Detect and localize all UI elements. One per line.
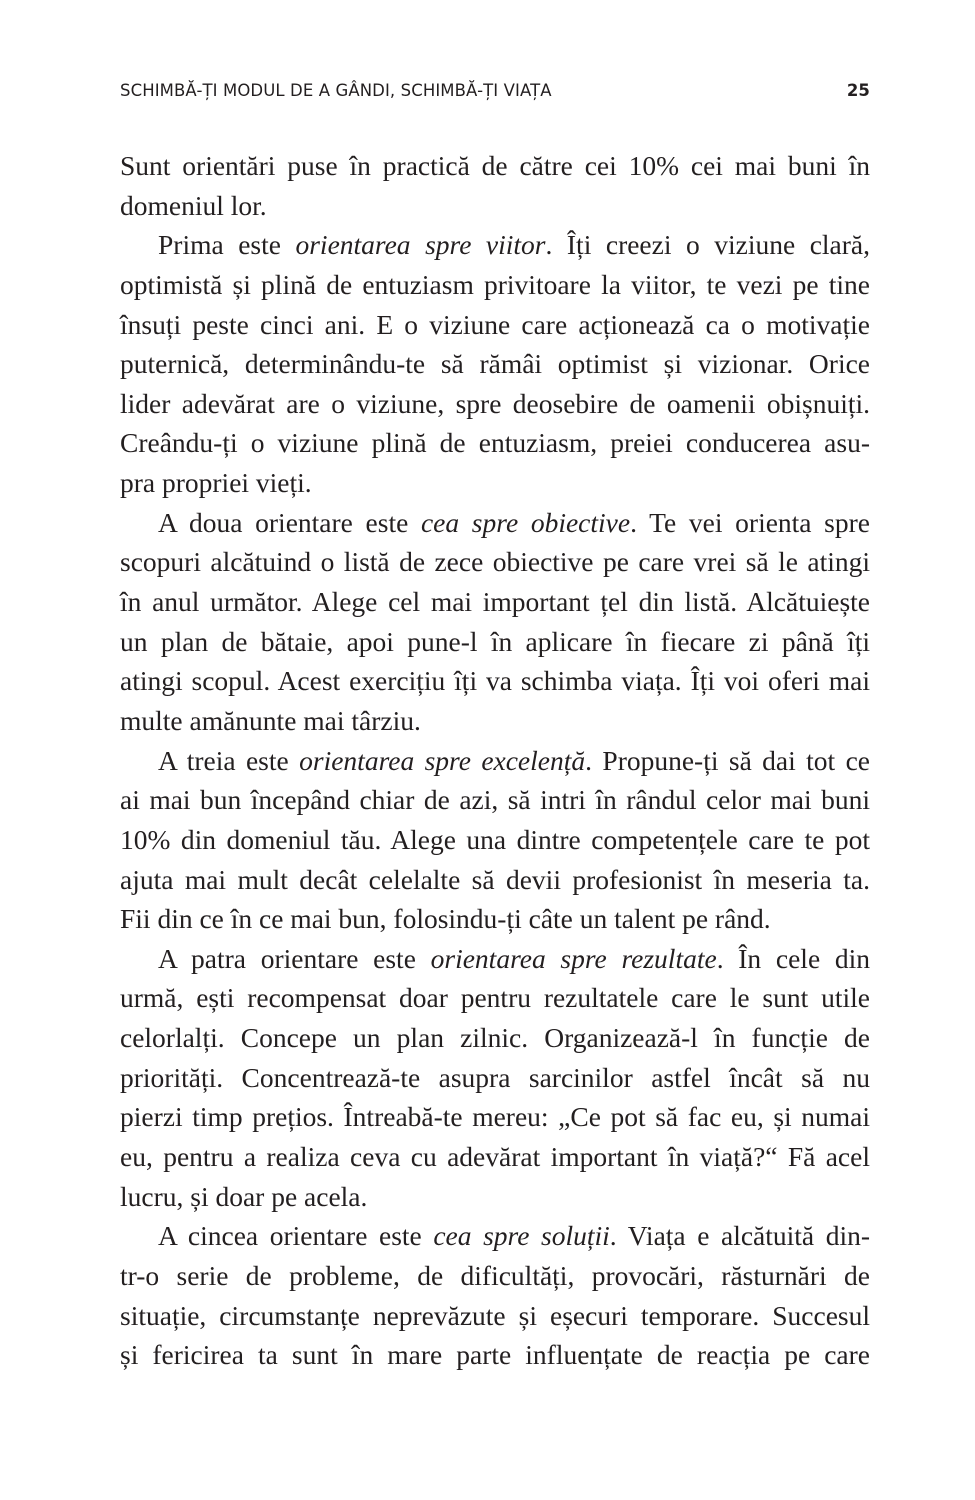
text-segment: tr-o serie de probleme, de dificultăți, provocări, răsturnări de xyxy=(120,1259,870,1291)
text-line xyxy=(120,741,870,781)
running-title: SCHIMBĂ-ȚI MODUL DE A GÂNDI, SCHIMBĂ-ȚI VIAȚA xyxy=(120,80,552,100)
italic-phrase: orientarea spre viitor xyxy=(295,229,546,261)
text-segment: puternică, determinându-te să rămâi optimist și vizionar. Orice xyxy=(120,348,870,380)
text-line xyxy=(120,305,870,345)
text-segment: urmă, ești recompensat doar pentru rezultatele care le sunt utile xyxy=(120,982,870,1014)
text-line xyxy=(120,1177,870,1217)
text-segment: pra propriei vieți. xyxy=(120,467,312,499)
text-line xyxy=(120,1256,870,1296)
text-segment: 10% din domeniul tău. Alege una dintre competențele care te pot xyxy=(120,823,870,855)
text-line xyxy=(120,542,870,582)
text-segment: A patra orientare este xyxy=(158,942,431,974)
text-segment: și fericirea ta sunt în mare parte influențate de reacția pe care xyxy=(120,1339,870,1371)
text-segment: însuți peste cinci ani. E o viziune care acționează ca o motivație xyxy=(120,308,870,340)
text-line xyxy=(120,622,870,662)
text-line xyxy=(120,939,870,979)
text-segment: Creându-ți o viziune plină de entuziasm, preiei conducerea asu- xyxy=(120,427,870,459)
text-segment: atingi scopul. Acest exercițiu îți va schimba viața. Îți voi oferi mai xyxy=(120,665,870,697)
text-line xyxy=(120,423,870,463)
text-line xyxy=(120,978,870,1018)
text-segment: ajuta mai mult decât celelalte să devii profesionist în meseria ta. xyxy=(120,863,870,895)
text-segment: . Viața e alcătuită din- xyxy=(609,1220,870,1252)
text-segment: în anul următor. Alege cel mai important țel din listă. Alcătuiește xyxy=(120,586,870,618)
text-segment: eu, pentru a realiza ceva cu adevărat important în viață?“ Fă acel xyxy=(120,1141,870,1173)
text-segment: un plan de bătaie, apoi pune-l în aplicare în fiecare zi până îți xyxy=(120,625,870,657)
text-segment: Sunt orientări puse în practică de către cei 10% cei mai buni în xyxy=(120,150,870,181)
page-number: 25 xyxy=(846,80,870,100)
text-segment: priorități. Concentrează-te asupra sarcinilor astfel încât să nu xyxy=(120,1061,870,1093)
text-line xyxy=(120,384,870,424)
text-line xyxy=(120,1296,870,1336)
text-segment: A doua orientare este xyxy=(158,506,421,538)
text-segment: Prima este xyxy=(158,229,296,261)
text-line xyxy=(120,344,870,384)
text-line xyxy=(120,146,870,186)
text-segment: . Propune-ți să dai tot ce xyxy=(585,744,871,776)
body-text xyxy=(120,146,870,1375)
text-segment: domeniul lor. xyxy=(120,189,267,221)
italic-phrase: cea spre soluții xyxy=(433,1220,610,1252)
text-line xyxy=(120,503,870,543)
text-segment: lider adevărat are o viziune, spre deosebire de oamenii obișnuiți. xyxy=(120,387,870,419)
italic-phrase: orientarea spre rezultate xyxy=(430,942,717,974)
italic-phrase: orientarea spre excelență xyxy=(299,744,586,776)
text-segment: . În cele din xyxy=(716,942,870,974)
text-line xyxy=(120,780,870,820)
text-line xyxy=(120,1097,870,1137)
running-header xyxy=(120,76,870,104)
text-line xyxy=(120,582,870,622)
text-line xyxy=(120,820,870,860)
text-segment: pierzi timp prețios. Întreabă-te mereu: „Ce pot să fac eu, și numai xyxy=(120,1101,870,1133)
text-line xyxy=(120,1335,870,1375)
text-line xyxy=(120,860,870,900)
text-segment: multe amănunte mai târziu. xyxy=(120,704,421,736)
text-line xyxy=(120,225,870,265)
text-line xyxy=(120,463,870,503)
text-line xyxy=(120,899,870,939)
text-line xyxy=(120,1137,870,1177)
text-segment: lucru, și doar pe acela. xyxy=(120,1180,368,1212)
text-segment: scopuri alcătuind o listă de zece obiective pe care vrei să le atingi xyxy=(120,546,870,578)
text-segment: optimistă și plină de entuziasm privitoare la viitor, te vezi pe tine xyxy=(120,268,870,300)
text-segment: A cincea orientare este xyxy=(158,1220,434,1252)
text-line xyxy=(120,661,870,701)
text-line xyxy=(120,1058,870,1098)
text-line xyxy=(120,265,870,305)
text-line xyxy=(120,1018,870,1058)
text-line xyxy=(120,701,870,741)
text-line xyxy=(120,1216,870,1256)
text-segment: situație, circumstanțe neprevăzute și eșecuri temporare. Succesul xyxy=(120,1299,870,1331)
text-segment: . Te vei orienta spre xyxy=(630,506,871,538)
text-segment: Fii din ce în ce mai bun, folosindu-ți câte un talent pe rând. xyxy=(120,903,771,935)
text-segment: ai mai bun începând chiar de azi, să intri în rândul celor mai buni xyxy=(120,784,870,816)
text-line xyxy=(120,186,870,226)
text-segment: celorlalți. Concepe un plan zilnic. Organizează-l în funcție de xyxy=(120,1022,870,1054)
text-segment: A treia este xyxy=(158,744,300,776)
text-segment: . Îți creezi o viziune clară, xyxy=(545,229,871,261)
italic-phrase: cea spre obiective xyxy=(420,506,631,538)
